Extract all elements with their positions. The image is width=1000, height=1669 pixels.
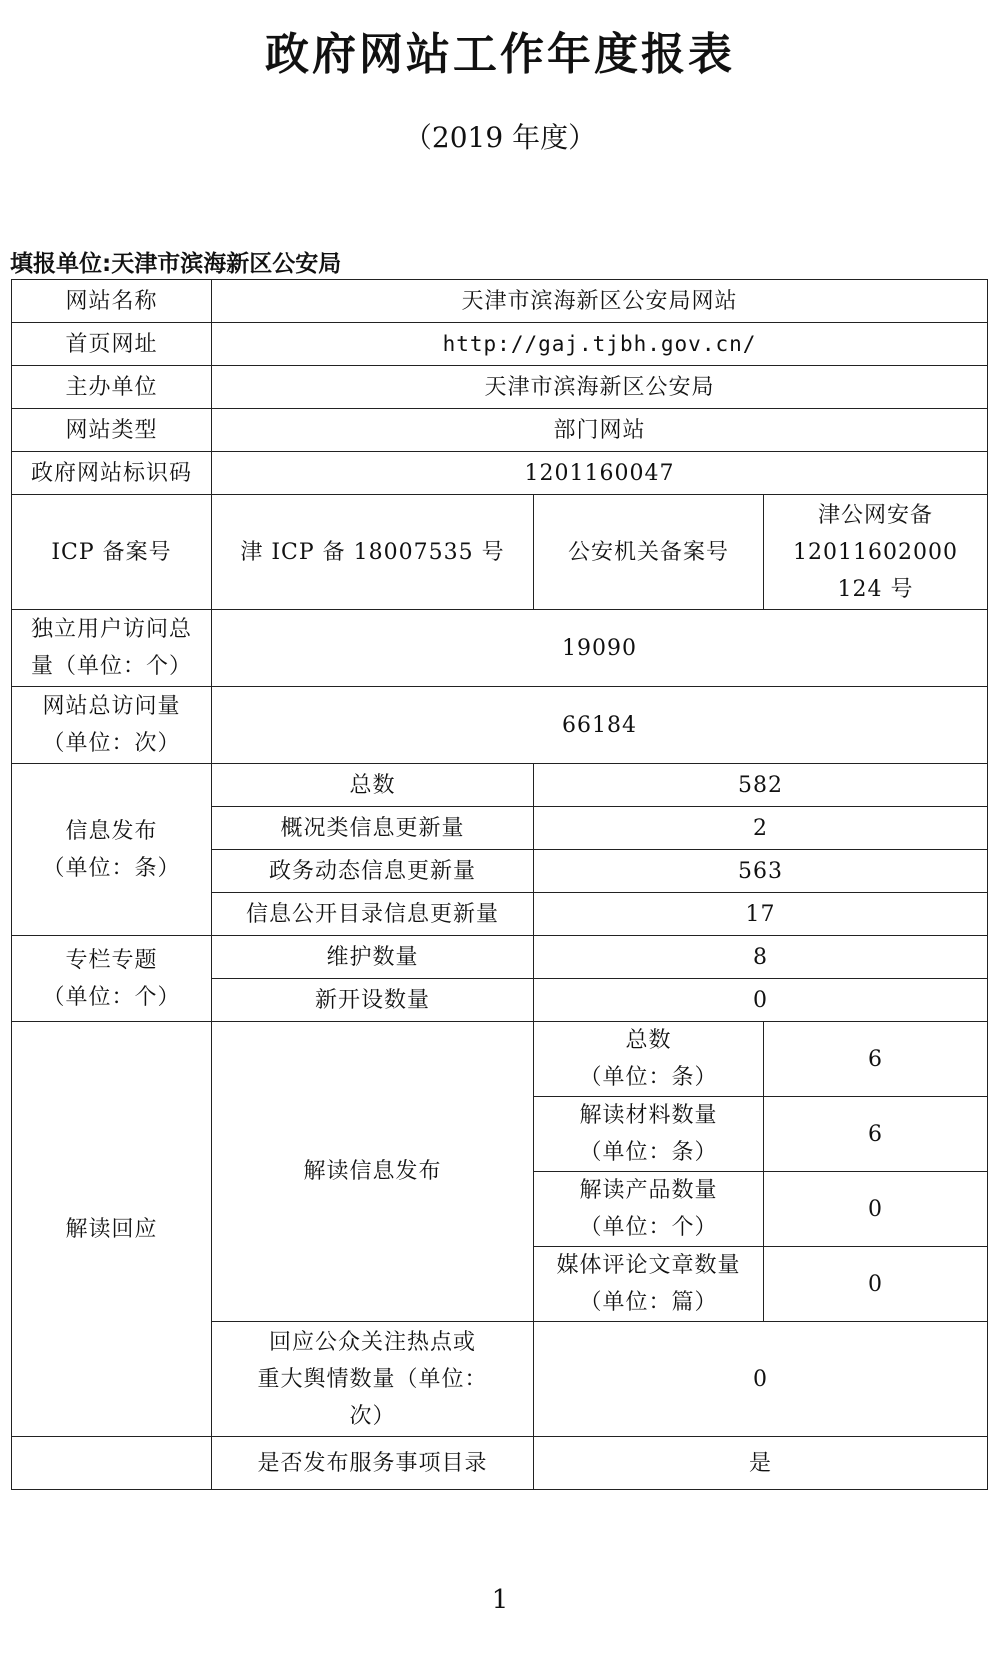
interp-media-label <box>534 1247 764 1322</box>
police-record-line: 124 号 <box>837 576 914 602</box>
interp-material-label <box>534 1097 764 1172</box>
table-row <box>12 452 988 495</box>
column-new-value: 0 <box>534 979 988 1022</box>
homepage-label: 首页网址 <box>12 323 212 366</box>
table-row <box>12 764 988 807</box>
unique-visitors-label <box>12 610 212 687</box>
label-line: 媒体评论文章数量 <box>556 1253 741 1278</box>
interp-total-value: 6 <box>764 1022 988 1097</box>
info-total-label: 总数 <box>212 764 534 807</box>
label-line: 独立用户访问总 <box>30 617 192 642</box>
table-row <box>12 1437 988 1490</box>
label-line: 解读产品数量 <box>579 1178 718 1203</box>
column-topic-label <box>12 936 212 1022</box>
info-catalog-value: 17 <box>534 893 988 936</box>
police-record-line: 津公网安备 <box>818 502 934 528</box>
label-line: 量（单位：个） <box>30 654 192 679</box>
police-record-value <box>764 495 988 610</box>
table-row <box>12 610 988 687</box>
table-row <box>12 687 988 764</box>
info-total-value: 582 <box>534 764 988 807</box>
table-row <box>12 495 988 610</box>
police-record-line: 12011602000 <box>793 539 958 565</box>
label-line: 解读材料数量 <box>579 1103 718 1128</box>
site-type-value: 部门网站 <box>212 409 988 452</box>
table-row <box>12 323 988 366</box>
label-line: （单位：次） <box>42 731 181 756</box>
response-value: 0 <box>534 1322 988 1437</box>
label-line: （单位：个） <box>42 984 181 1010</box>
info-affairs-value: 563 <box>534 850 988 893</box>
column-new-label: 新开设数量 <box>212 979 534 1022</box>
report-title: 政府网站工作年度报表 <box>265 29 735 80</box>
table-row <box>12 280 988 323</box>
service-catalog-label: 是否发布服务事项目录 <box>212 1437 534 1490</box>
label-line: （单位：篇） <box>579 1290 718 1315</box>
interp-product-value: 0 <box>764 1172 988 1247</box>
site-type-label: 网站类型 <box>12 409 212 452</box>
police-record-label: 公安机关备案号 <box>534 495 764 610</box>
label-line: 重大舆情数量（单位： <box>257 1366 488 1392</box>
interp-material-value: 6 <box>764 1097 988 1172</box>
info-catalog-label: 信息公开目录信息更新量 <box>212 893 534 936</box>
site-name-label: 网站名称 <box>12 280 212 323</box>
interp-total-label <box>534 1022 764 1097</box>
site-id-label: 政府网站标识码 <box>12 452 212 495</box>
table-row <box>12 1022 988 1097</box>
reporting-unit: 填报单位:天津市滨海新区公安局 <box>10 251 342 277</box>
response-label <box>212 1322 534 1437</box>
label-line: 回应公众关注热点或 <box>268 1329 476 1355</box>
table-row <box>12 409 988 452</box>
site-id-value: 1201160047 <box>212 452 988 495</box>
interp-media-value: 0 <box>764 1247 988 1322</box>
column-maintain-value: 8 <box>534 936 988 979</box>
service-catalog-value: 是 <box>534 1437 988 1490</box>
report-year: （2019 年度） <box>403 121 597 154</box>
table-row <box>12 936 988 979</box>
info-overview-value: 2 <box>534 807 988 850</box>
column-maintain-label: 维护数量 <box>212 936 534 979</box>
label-line: （单位：条） <box>42 855 181 881</box>
label-line: 专栏专题 <box>65 947 158 973</box>
label-line: （单位：个） <box>579 1215 718 1240</box>
homepage-value: http://gaj.tjbh.gov.cn/ <box>212 323 988 366</box>
icp-label: ICP 备案号 <box>12 495 212 610</box>
report-table <box>11 279 988 1490</box>
empty-cell <box>12 1437 212 1490</box>
table-row <box>12 366 988 409</box>
label-line: （单位：条） <box>579 1065 718 1090</box>
icp-value: 津 ICP 备 18007535 号 <box>212 495 534 610</box>
interpretation-label: 解读回应 <box>12 1022 212 1437</box>
label-line: 信息发布 <box>65 818 158 844</box>
info-overview-label: 概况类信息更新量 <box>212 807 534 850</box>
label-line: 网站总访问量 <box>42 694 181 719</box>
total-visits-label <box>12 687 212 764</box>
label-line: 总数 <box>625 1028 672 1053</box>
site-name-value: 天津市滨海新区公安局网站 <box>212 280 988 323</box>
info-publish-label <box>12 764 212 936</box>
interpretation-publish-label: 解读信息发布 <box>212 1022 534 1322</box>
total-visits-value: 66184 <box>212 687 988 764</box>
label-line: （单位：条） <box>579 1140 718 1165</box>
page-number: 1 <box>491 1585 509 1615</box>
unique-visitors-value: 19090 <box>212 610 988 687</box>
info-affairs-label: 政务动态信息更新量 <box>212 850 534 893</box>
sponsor-label: 主办单位 <box>12 366 212 409</box>
sponsor-value: 天津市滨海新区公安局 <box>212 366 988 409</box>
label-line: 次） <box>349 1403 396 1429</box>
interp-product-label <box>534 1172 764 1247</box>
